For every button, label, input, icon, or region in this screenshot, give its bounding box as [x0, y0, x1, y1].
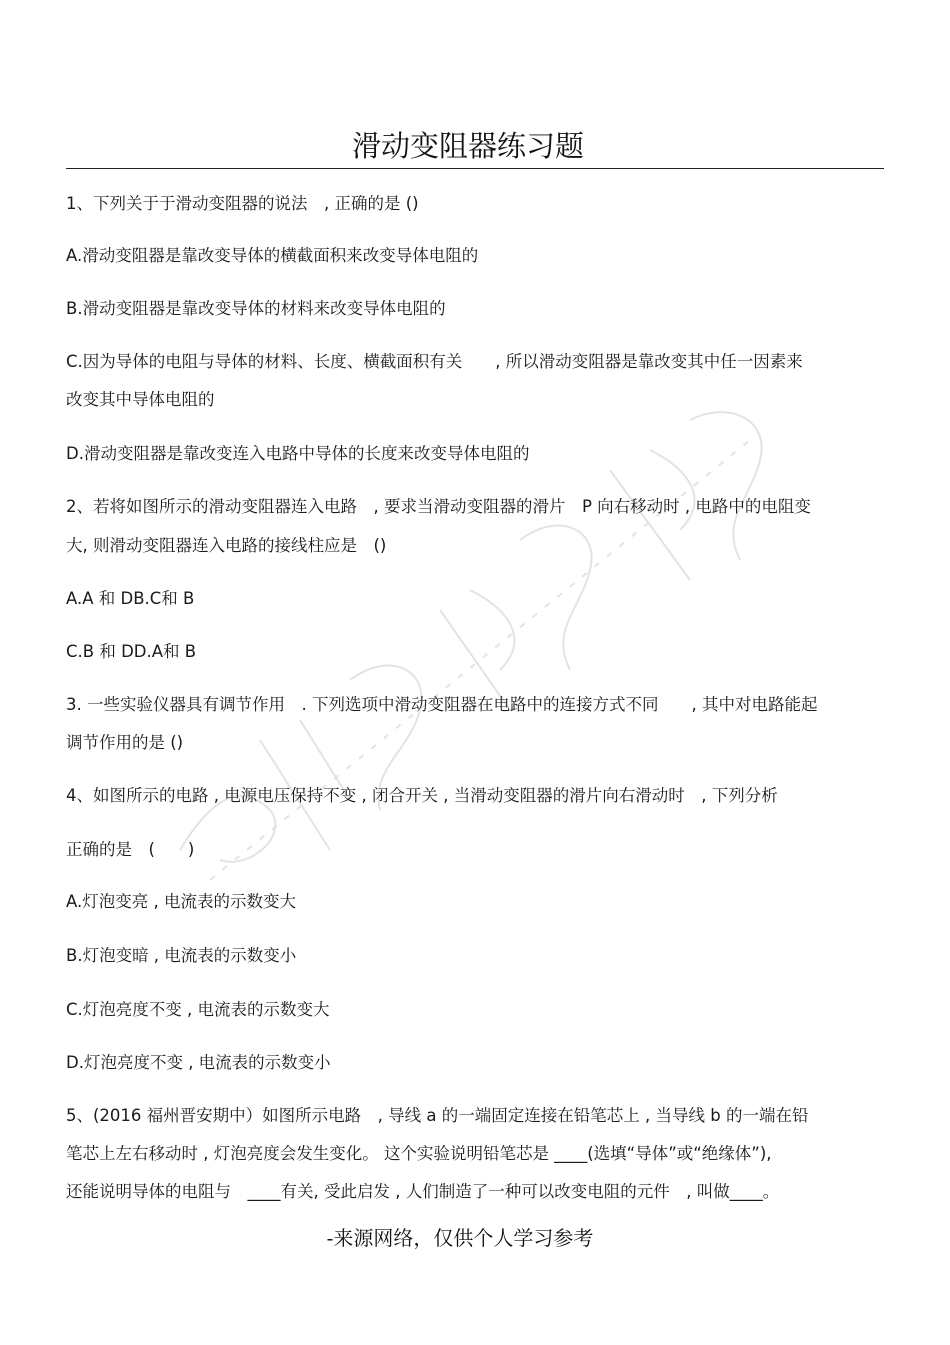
question-1-option-d: D.滑动变阻器是靠改变连入电路中导体的长度来改变导体电阻的 — [66, 444, 530, 463]
question-2-options-ab: A.A 和 DB.C和 B — [66, 589, 195, 608]
page-footer: -来源网络，仅供个人学习参考 — [326, 1226, 594, 1250]
question-3-text: 3. 一些实验仪器具有调节作用 . 下列选项中滑动变阻器在电路中的连接方式不同 , 其中对电路能起 — [66, 695, 818, 714]
question-4-option-d: D.灯泡亮度不变 , 电流表的示数变小 — [66, 1053, 331, 1072]
question-4-option-a: A.灯泡变亮 , 电流表的示数变大 — [66, 892, 296, 911]
question-1-option-c-cont: 改变其中导体电阻的 — [66, 390, 215, 409]
question-2-options-cd: C.B 和 DD.A和 B — [66, 642, 197, 661]
question-5-text: 5、(2016 福州晋安期中）如图所示电路 , 导线 a 的一端固定连接在铅笔芯上 , 当导线 b 的一端在铅 — [66, 1106, 809, 1125]
question-1-option-b: B.滑动变阻器是靠改变导体的材料来改变导体电阻的 — [66, 299, 446, 318]
page-title: 滑动变阻器练习题 — [351, 129, 584, 163]
title-divider — [66, 168, 884, 169]
question-5-text-cont-2: 还能说明导体的电阻与 ____有关, 受此启发 , 人们制造了一种可以改变电阻的元件 , 叫做____。 — [66, 1182, 780, 1201]
question-5-text-cont-1: 笔芯上左右移动时 , 灯泡亮度会发生变化。 这个实验说明铅笔芯是 ____(选填“导体”或“绝缘体”), — [66, 1144, 772, 1163]
question-4-text: 4、如图所示的电路 , 电源电压保持不变 , 闭合开关 , 当滑动变阻器的滑片向右滑动时 , 下列分析 — [66, 786, 778, 805]
question-4-text-cont: 正确的是 ( ) — [66, 840, 195, 859]
question-4-option-c: C.灯泡亮度不变 , 电流表的示数变大 — [66, 1000, 330, 1019]
question-2-text-cont: 大, 则滑动变阻器连入电路的接线柱应是 () — [66, 536, 387, 555]
question-3-text-cont: 调节作用的是 () — [66, 733, 184, 752]
question-1-text: 1、下列关于于滑动变阻器的说法 , 正确的是 () — [66, 194, 419, 213]
question-1-option-c: C.因为导体的电阻与导体的材料、长度、横截面积有关 , 所以滑动变阻器是靠改变其中任一因素来 — [66, 352, 803, 371]
question-2-text: 2、若将如图所示的滑动变阻器连入电路 , 要求当滑动变阻器的滑片 P 向右移动时 , 电路中的电阻变 — [66, 497, 811, 516]
question-1-option-a: A.滑动变阻器是靠改变导体的横截面积来改变导体电阻的 — [66, 246, 479, 265]
question-4-option-b: B.灯泡变暗 , 电流表的示数变小 — [66, 946, 297, 965]
